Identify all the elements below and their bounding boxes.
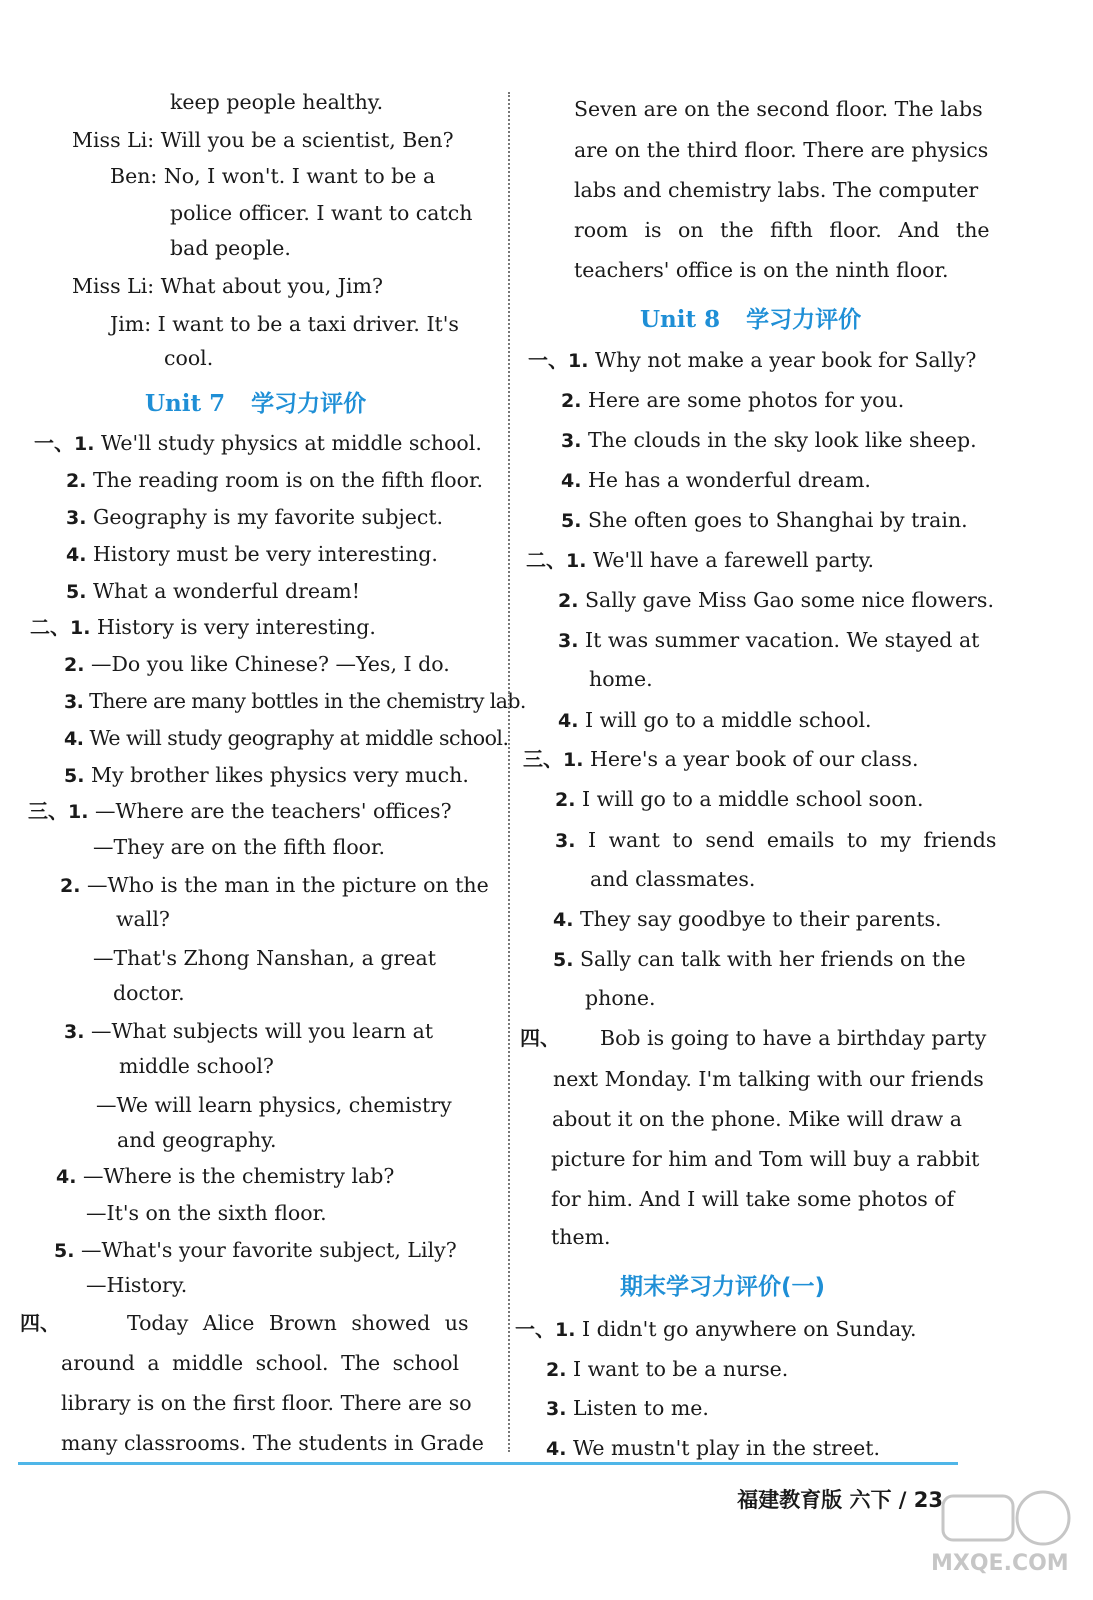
question-item: 一、1. Why not make a year book for Sally?: [528, 348, 977, 372]
question-item: 5. She often goes to Shanghai by train.: [561, 508, 968, 532]
text-line: cool.: [164, 346, 214, 370]
text-line: library is on the first floor. There are so: [61, 1391, 472, 1415]
page-number: / 23: [898, 1488, 943, 1512]
question-item: 2. —Do you like Chinese? —Yes, I do.: [64, 652, 450, 676]
question-item: 2. I will go to a middle school soon.: [555, 787, 924, 811]
question-item: 二、1. We'll have a farewell party.: [526, 548, 874, 572]
text-line: bad people.: [170, 236, 291, 260]
question-item: 3. —What subjects will you learn at: [64, 1019, 434, 1043]
text-line: phone.: [585, 986, 656, 1010]
text-line: keep people healthy.: [170, 90, 384, 114]
text-line: middle school?: [119, 1054, 274, 1078]
section-marker: 四、: [20, 1311, 60, 1335]
text-line: —History.: [86, 1273, 188, 1297]
unit-7-title: Unit 7 学习力评价: [145, 390, 367, 417]
question-item: 5. What a wonderful dream!: [66, 579, 360, 603]
text-line: police officer. I want to catch: [170, 201, 473, 225]
text-line: Miss Li: What about you, Jim?: [72, 274, 383, 298]
text-line: home.: [589, 667, 653, 691]
question-item: 2. I want to be a nurse.: [546, 1357, 789, 1381]
text-line: —They are on the fifth floor.: [93, 835, 386, 859]
text-line: Bob is going to have a birthday party: [600, 1026, 987, 1050]
text-line: Seven are on the second floor. The labs: [574, 97, 983, 121]
question-item: 三、1. —Where are the teachers' offices?: [28, 799, 452, 823]
question-item: 3. I want to send emails to my friends: [555, 828, 997, 852]
final-assessment-title: 期末学习力评价(一): [620, 1274, 826, 1300]
question-item: 二、1. History is very interesting.: [30, 615, 376, 639]
text-line: —We will learn physics, chemistry: [96, 1093, 452, 1117]
text-line: about it on the phone. Mike will draw a: [552, 1107, 962, 1131]
question-item: 3. The clouds in the sky look like sheep.: [561, 428, 977, 452]
question-item: 2. —Who is the man in the picture on the: [60, 873, 489, 897]
question-item: 5. Sally can talk with her friends on the: [553, 947, 966, 971]
question-item: 2. Sally gave Miss Gao some nice flowers.: [558, 588, 994, 612]
question-item: 一、1. I didn't go anywhere on Sunday.: [515, 1317, 917, 1341]
question-item: 4. We mustn't play in the street.: [546, 1436, 880, 1460]
text-line: labs and chemistry labs. The computer: [574, 178, 979, 202]
question-item: 4. We will study geography at middle school.: [64, 726, 509, 750]
question-item: 5. My brother likes physics very much.: [64, 763, 469, 787]
question-item: 4. —Where is the chemistry lab?: [56, 1164, 395, 1188]
question-item: 2. The reading room is on the fifth floor.: [66, 468, 484, 492]
text-line: room is on the fifth floor. And the: [574, 218, 990, 242]
question-item: 一、1. We'll study physics at middle school.: [34, 431, 482, 455]
text-line: picture for him and Tom will buy a rabbit: [551, 1147, 980, 1171]
question-item: 3. Geography is my favorite subject.: [66, 505, 444, 529]
text-line: Ben: No, I won't. I want to be a: [110, 164, 436, 188]
text-line: are on the third floor. There are physics: [574, 138, 989, 162]
text-line: —That's Zhong Nanshan, a great: [93, 946, 436, 970]
section-marker: 四、: [520, 1026, 560, 1050]
page-footer: [737, 1484, 943, 1514]
unit-8-title: Unit 8 学习力评价: [640, 306, 862, 333]
text-line: and geography.: [117, 1128, 277, 1152]
footer-rule: [18, 1462, 958, 1465]
question-item: 4. They say goodbye to their parents.: [553, 907, 942, 931]
question-item: 3. It was summer vacation. We stayed at: [558, 628, 980, 652]
text-line: many classrooms. The students in Grade: [61, 1431, 484, 1455]
question-item: 4. I will go to a middle school.: [558, 708, 872, 732]
question-item: 2. Here are some photos for you.: [561, 388, 905, 412]
watermark-text: MXQE.COM: [931, 1551, 1069, 1576]
text-line: Today Alice Brown showed us: [127, 1311, 469, 1335]
column-divider: [508, 92, 510, 1452]
question-item: 5. —What's your favorite subject, Lily?: [54, 1238, 457, 1262]
question-item: 3. There are many bottles in the chemistry lab.: [64, 689, 526, 713]
text-line: next Monday. I'm talking with our friends: [553, 1067, 984, 1091]
publisher-label: 福建教育版 六下: [737, 1488, 892, 1512]
text-line: and classmates.: [590, 867, 756, 891]
text-line: teachers' office is on the ninth floor.: [574, 258, 949, 282]
question-item: 3. Listen to me.: [546, 1396, 709, 1420]
text-line: Miss Li: Will you be a scientist, Ben?: [72, 128, 454, 152]
question-item: 4. History must be very interesting.: [66, 542, 438, 566]
text-line: wall?: [116, 907, 170, 931]
question-item: 4. He has a wonderful dream.: [561, 468, 871, 492]
text-line: around a middle school. The school: [61, 1351, 460, 1375]
text-line: doctor.: [113, 981, 185, 1005]
text-line: for him. And I will take some photos of: [551, 1187, 955, 1211]
text-line: them.: [551, 1225, 611, 1249]
watermark-logo: [923, 1478, 1083, 1588]
question-item: 三、1. Here's a year book of our class.: [523, 747, 919, 771]
text-line: Jim: I want to be a taxi driver. It's: [110, 312, 459, 336]
text-line: —It's on the sixth floor.: [86, 1201, 327, 1225]
